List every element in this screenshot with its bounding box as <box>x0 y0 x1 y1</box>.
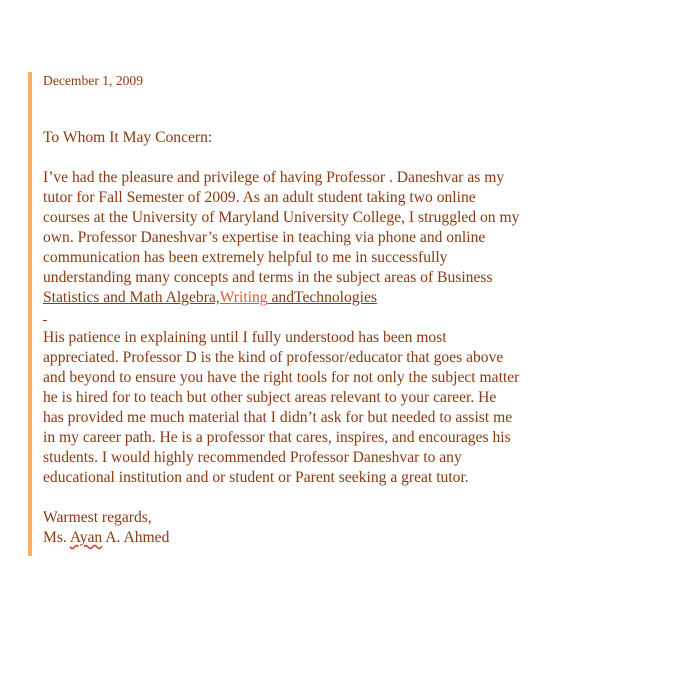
signature-prefix: Ms. <box>43 529 70 546</box>
subjects-part-statistics: Statistics and Math Algebra, <box>43 289 220 306</box>
paragraph-2-line: in my career path. He is a professor that cares, inspires, and encourages his <box>43 429 511 446</box>
signature-first-name[interactable]: Ayan <box>69 529 103 546</box>
paragraph-1-line: tutor for Fall Semester of 2009. As an adult student taking two online <box>43 189 476 206</box>
paragraph-2-line: he is hired for to teach but other subject areas relevant to your career. He <box>43 389 497 406</box>
paragraph-2-line: appreciated. Professor D is the kind of professor/educator that goes above <box>43 349 504 366</box>
paragraph-1-line: communication has been extremely helpful to me in successfully <box>43 249 448 266</box>
signature-line <box>43 528 169 548</box>
subjects-part-writing[interactable]: Writing <box>219 289 268 306</box>
paragraph-2-line: educational institution and or student or Parent seeking a great tutor. <box>43 469 469 486</box>
paragraph-1-line: I’ve had the pleasure and privilege of having Professor . Daneshvar as my <box>43 169 505 186</box>
letter-date: December 1, 2009 <box>43 73 144 88</box>
paragraph-2-line: students. I would highly recommended Professor Daneshvar to any <box>43 449 462 466</box>
subjects-line <box>43 288 519 308</box>
signature-rest: A. Ahmed <box>102 529 170 546</box>
paragraph-1-line: courses at the University of Maryland University College, I struggled on my <box>43 209 520 226</box>
change-bar <box>28 72 32 556</box>
closing-line: Warmest regards, <box>43 509 152 526</box>
paragraph-1 <box>43 168 519 308</box>
paragraph-1-line: understanding many concepts and terms in the subject areas of Business <box>43 269 493 286</box>
paragraph-1-line: own. Professor Daneshvar’s expertise in teaching via phone and online <box>43 229 486 246</box>
paragraph-2 <box>43 328 519 488</box>
stray-mark <box>43 320 47 321</box>
closing-block <box>43 508 169 548</box>
paragraph-2-line: His patience in explaining until I fully understood has been most <box>43 329 447 346</box>
salutation: To Whom It May Concern: <box>43 129 213 146</box>
subjects-part-and: and <box>267 289 295 306</box>
paragraph-2-line: has provided me much material that I didn’t ask for but needed to assist me <box>43 409 513 426</box>
paragraph-2-line: and beyond to ensure you have the right tools for not only the subject matter <box>43 369 520 386</box>
subjects-part-technologies: Technologies <box>294 289 377 306</box>
